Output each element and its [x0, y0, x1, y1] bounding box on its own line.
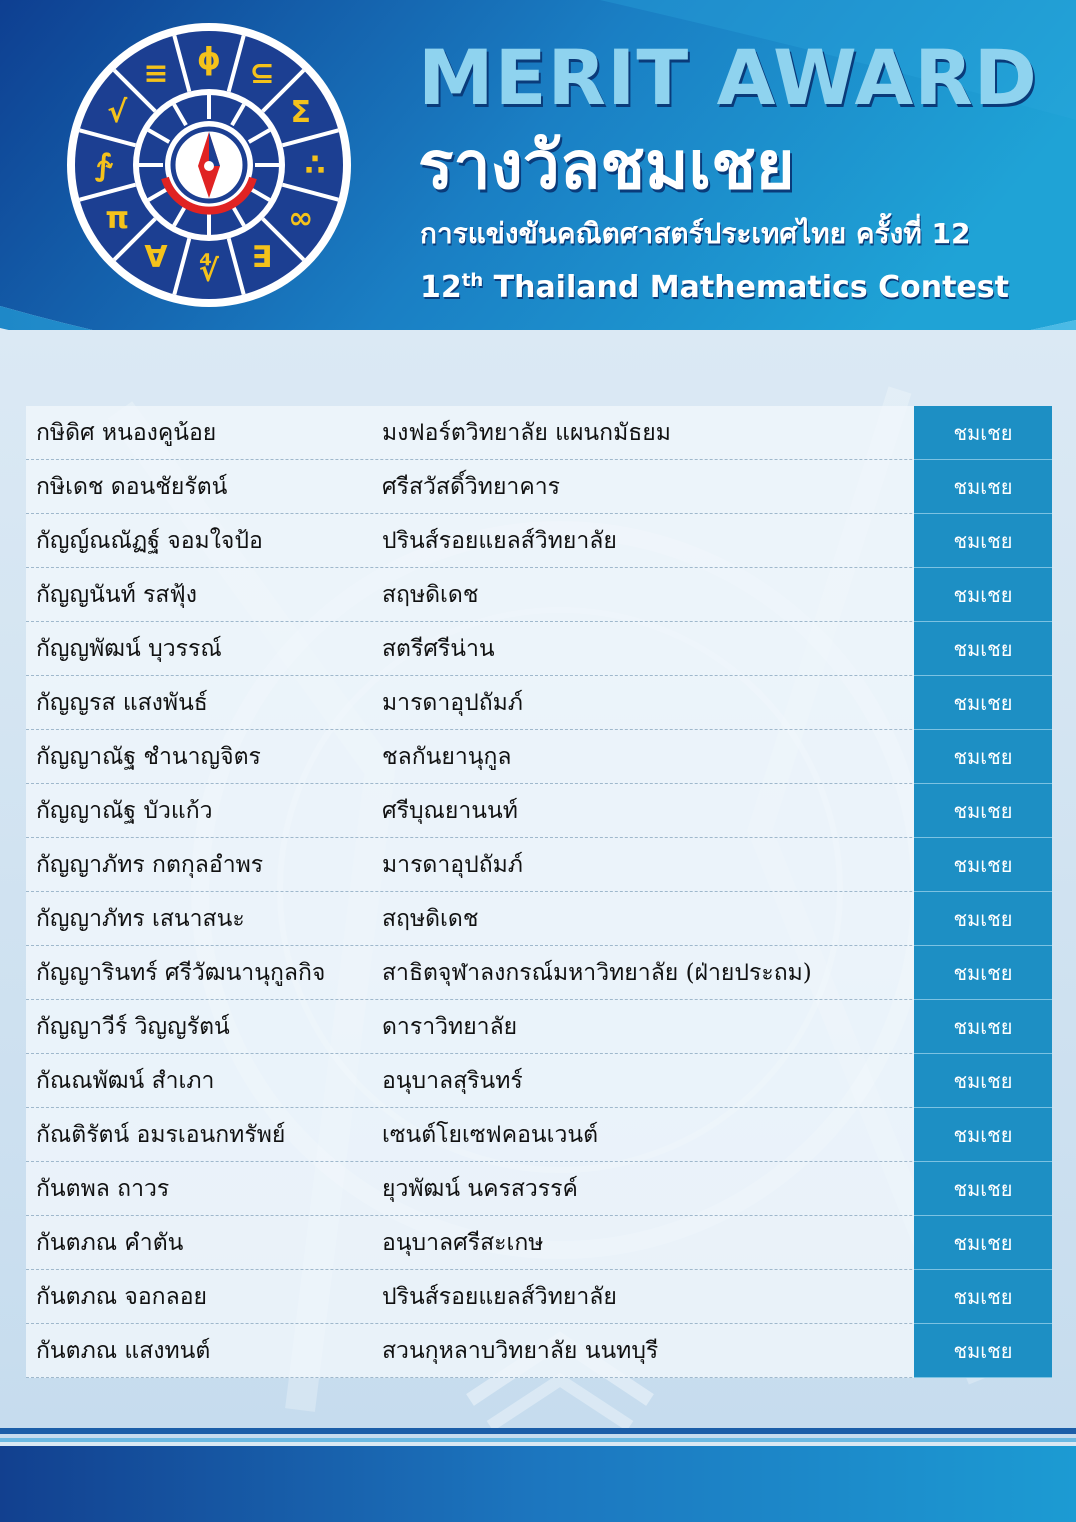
winner-name: กันตภณ จอกลอย [36, 1284, 207, 1310]
winner-name: กัญญรส แสงพันธ์ [36, 690, 208, 716]
winner-school: มารดาอุปถัมภ์ [382, 852, 523, 878]
winner-school: มารดาอุปถัมภ์ [382, 690, 523, 716]
award-badge: ชมเชย [914, 622, 1052, 676]
winner-school: อนุบาลศรีสะเกษ [382, 1230, 544, 1256]
winner-school: เซนต์โยเซฟคอนเวนต์ [382, 1122, 599, 1148]
table-row [26, 892, 1052, 946]
winner-name: กษิดิศ หนองคูน้อย [36, 420, 217, 446]
winner-school: ชลกันยานุกูล [382, 744, 512, 770]
award-badge: ชมเชย [914, 1108, 1052, 1162]
award-badge: ชมเชย [914, 514, 1052, 568]
logo-symbol: ϕ [197, 42, 221, 77]
logo-symbol: ⊆ [249, 56, 275, 92]
winner-name: กันตพล ถาวร [36, 1176, 170, 1202]
winner-school: อนุบาลสุรินทร์ [382, 1068, 523, 1094]
winner-name: กัญญาณัฐ บัวแก้ว [36, 798, 213, 824]
table-row [26, 622, 1052, 676]
logo-symbol: ∃ [251, 239, 273, 275]
table-row [26, 568, 1052, 622]
award-badge: ชมเชย [914, 460, 1052, 514]
award-badge: ชมเชย [914, 838, 1052, 892]
contest-name-rest: Thailand Mathematics Contest [483, 270, 1009, 305]
award-badge: ชมเชย [914, 730, 1052, 784]
logo-symbol: ∀ [144, 239, 168, 275]
contest-name-thai: การแข่งขันคณิตศาสตร์ประเทศไทย ครั้งที่ 12 [420, 217, 971, 250]
winner-school: มงฟอร์ตวิทยาลัย แผนกมัธยม [382, 420, 671, 446]
award-badge: ชมเชย [914, 1054, 1052, 1108]
winner-school: ยุวพัฒน์ นครสวรรค์ [382, 1176, 578, 1202]
table-row [26, 1216, 1052, 1270]
award-badge: ชมเชย [914, 1162, 1052, 1216]
winner-name: กัญญาณัฐ ชำนาญจิตร [36, 744, 261, 770]
winner-name: กัญญาภัทร กตกุลอำพร [36, 852, 264, 878]
logo-symbol: π [105, 201, 130, 236]
contest-ordinal-suffix: th [461, 270, 484, 291]
table-row [26, 1108, 1052, 1162]
table-row [26, 1324, 1052, 1378]
table-row [26, 1054, 1052, 1108]
logo-symbol: ∱ [94, 148, 112, 183]
table-row [26, 514, 1052, 568]
table-row [26, 946, 1052, 1000]
table-row [26, 730, 1052, 784]
winner-name: กษิเดช ดอนชัยรัตน์ [36, 474, 228, 500]
contest-name-english [420, 266, 1060, 310]
logo-symbol: ∞ [288, 201, 314, 236]
contest-number: 12 [420, 270, 462, 305]
award-badge: ชมเชย [914, 892, 1052, 946]
winner-name: กัญญาภัทร เสนาสนะ [36, 906, 245, 932]
winner-name: กัญญ์ณณัฏฐ์ จอมใจป้อ [36, 528, 263, 554]
winner-school: ศรีบุณยานนท์ [382, 798, 518, 824]
contest-logo [64, 20, 354, 310]
winner-school: สวนกุหลาบวิทยาลัย นนทบุรี [382, 1338, 659, 1364]
winner-school: สตรีศรีน่าน [382, 636, 495, 662]
winner-name: กัณติรัตน์ อมรเอนกทรัพย์ [36, 1122, 286, 1148]
winner-school: ดาราวิทยาลัย [382, 1014, 518, 1040]
award-badge: ชมเชย [914, 784, 1052, 838]
table-row [26, 1000, 1052, 1054]
table-row [26, 1270, 1052, 1324]
winner-school: สาธิตจุฬาลงกรณ์มหาวิทยาลัย (ฝ่ายประถม) [382, 960, 812, 986]
winner-school: ศรีสวัสดิ์วิทยาคาร [382, 474, 561, 500]
table-row [26, 838, 1052, 892]
award-badge: ชมเชย [914, 676, 1052, 730]
winner-school: ปรินส์รอยแยลส์วิทยาลัย [382, 1284, 617, 1310]
winner-name: กันตภณ แสงทนต์ [36, 1338, 211, 1364]
award-badge: ชมเชย [914, 1000, 1052, 1054]
winner-school: สฤษดิเดช [382, 582, 479, 608]
logo-symbol: ∜ [198, 254, 220, 289]
table-row [26, 406, 1052, 460]
logo-symbol: Σ [290, 95, 312, 130]
award-badge: ชมเชย [914, 946, 1052, 1000]
award-badge: ชมเชย [914, 406, 1052, 460]
title-english: MERIT AWARD [418, 33, 1038, 122]
winner-name: กันตภณ คำตัน [36, 1230, 184, 1256]
title-thai: รางวัลชมเชย [418, 127, 795, 204]
winner-name: กัญญาวีร์ วิญญรัตน์ [36, 1014, 230, 1040]
winner-school: สฤษดิเดช [382, 906, 479, 932]
winner-name: กัญญนันท์ รสฟุ้ง [36, 582, 197, 608]
footer-band [0, 1428, 1076, 1522]
table-row [26, 676, 1052, 730]
award-badge: ชมเชย [914, 1324, 1052, 1378]
winner-name: กัณณพัฒน์ สำเภา [36, 1068, 215, 1094]
table-row [26, 784, 1052, 838]
winner-school: ปรินส์รอยแยลส์วิทยาลัย [382, 528, 617, 554]
logo-symbol: ∴ [304, 148, 326, 183]
award-badge: ชมเชย [914, 1270, 1052, 1324]
award-badge: ชมเชย [914, 568, 1052, 622]
award-badge: ชมเชย [914, 1216, 1052, 1270]
winner-name: กัญญารินทร์ ศรีวัฒนานุกูลกิจ [36, 960, 326, 986]
winner-name: กัญญพัฒน์ บุวรรณ์ [36, 636, 222, 662]
table-row [26, 460, 1052, 514]
logo-symbol: ≡ [143, 56, 169, 92]
winners-table [26, 406, 1052, 1378]
logo-symbol: √ [107, 95, 128, 130]
table-row [26, 1162, 1052, 1216]
